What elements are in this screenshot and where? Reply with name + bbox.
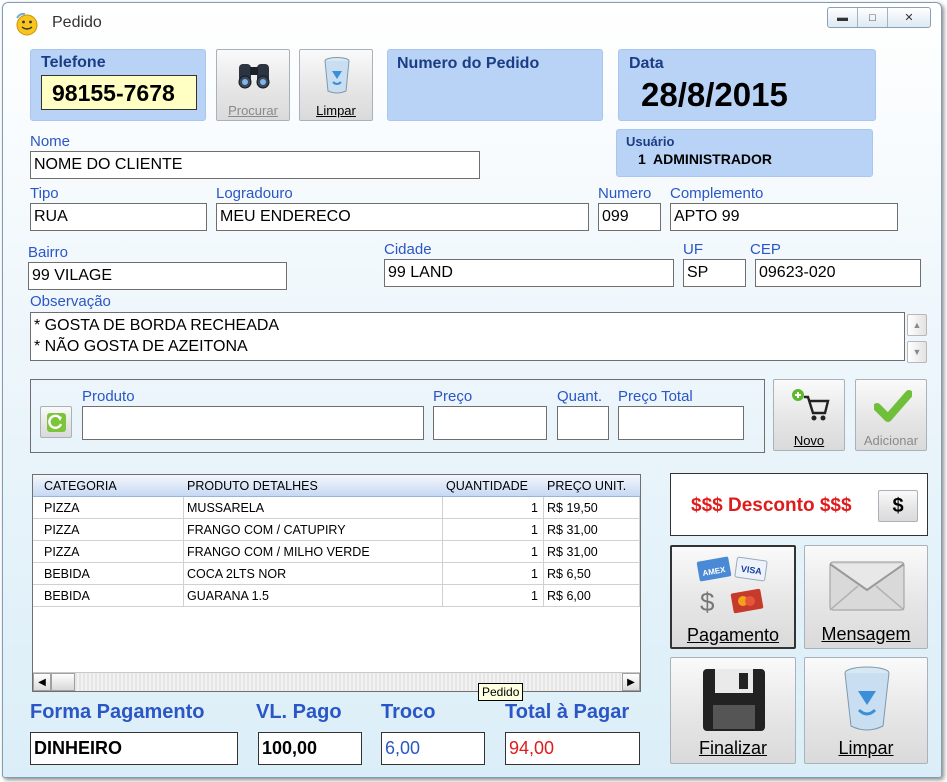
refresh-icon xyxy=(46,412,67,433)
svg-text:VISA: VISA xyxy=(740,563,763,577)
troco-label: Troco xyxy=(381,701,436,723)
preco-unit-cell: R$ 31,00 xyxy=(547,523,598,537)
cep-label: CEP xyxy=(750,241,781,258)
categoria-cell: PIZZA xyxy=(44,501,80,515)
telefone-input[interactable]: 98155-7678 xyxy=(41,75,197,110)
uf-input[interactable]: SP xyxy=(683,259,746,287)
envelope-icon xyxy=(828,560,906,612)
categoria-cell: PIZZA xyxy=(44,545,80,559)
quantidade-cell: 1 xyxy=(531,589,538,603)
desconto-panel xyxy=(670,473,928,536)
total-pagar-value: 94,00 xyxy=(505,732,640,765)
desconto-label: $$$ Desconto $$$ xyxy=(691,495,852,516)
novo-button[interactable] xyxy=(773,379,845,451)
preco-label: Preço xyxy=(433,388,473,405)
preco-unit-cell: R$ 6,00 xyxy=(547,589,591,603)
table-row[interactable] xyxy=(33,519,641,541)
tipo-input[interactable]: RUA xyxy=(30,203,207,231)
observacao-line: * GOSTA DE BORDA RECHEADA xyxy=(34,317,280,334)
svg-text:AMEX: AMEX xyxy=(701,565,727,578)
grid-column-separator xyxy=(442,497,443,607)
quant-input[interactable] xyxy=(557,406,609,440)
title-bar[interactable] xyxy=(3,3,941,43)
col-produto-detalhes[interactable]: PRODUTO DETALHES xyxy=(187,479,318,493)
shopping-cart-icon xyxy=(790,387,830,423)
desconto-button[interactable]: $ xyxy=(878,490,918,522)
preco-unit-cell: R$ 6,50 xyxy=(547,567,591,581)
categoria-cell: BEBIDA xyxy=(44,567,90,581)
quant-label: Quant. xyxy=(557,388,603,405)
scroll-left-button[interactable]: ◀ xyxy=(33,673,51,691)
data-label: Data xyxy=(629,55,664,72)
grid-horizontal-scrollbar[interactable] xyxy=(33,672,640,691)
tipo-label: Tipo xyxy=(30,185,59,202)
grid-header xyxy=(33,475,640,497)
minimize-button[interactable]: ▬ xyxy=(828,8,858,27)
col-quantidade[interactable]: QUANTIDADE xyxy=(446,479,528,493)
finalizar-label: Finalizar xyxy=(698,738,768,758)
pedido-window xyxy=(2,2,942,778)
preco-input[interactable] xyxy=(433,406,547,440)
procurar-button[interactable] xyxy=(216,49,290,121)
novo-label: Novo xyxy=(793,433,825,448)
adicionar-button[interactable] xyxy=(855,379,927,451)
binoculars-icon xyxy=(235,58,273,90)
pagamento-button[interactable] xyxy=(670,545,796,649)
payment-cards-icon xyxy=(696,555,770,617)
table-row[interactable] xyxy=(33,497,641,519)
limpar-label-bottom: Limpar xyxy=(838,738,894,758)
observacao-textarea[interactable] xyxy=(30,312,905,361)
data-value: 28/8/2015 xyxy=(641,76,788,113)
uf-label: UF xyxy=(683,241,703,258)
logradouro-input[interactable]: MEU ENDERECO xyxy=(216,203,589,231)
numero-pedido-label: Numero do Pedido xyxy=(397,55,540,72)
pedido-tooltip: Pedido xyxy=(478,683,523,701)
telefone-panel xyxy=(30,49,206,121)
produto-cell: MUSSARELA xyxy=(187,501,265,515)
recycle-bin-icon xyxy=(322,55,352,95)
checkmark-icon xyxy=(874,389,912,423)
grid-column-separator xyxy=(639,497,640,607)
produto-cell: FRANGO COM / CATUPIRY xyxy=(187,523,346,537)
logradouro-label: Logradouro xyxy=(216,185,293,202)
grid-column-separator xyxy=(543,497,544,607)
categoria-cell: PIZZA xyxy=(44,523,80,537)
limpar-pedido-button[interactable] xyxy=(804,657,928,764)
scroll-down-button[interactable]: ▼ xyxy=(907,341,927,363)
maximize-button[interactable]: □ xyxy=(858,8,888,27)
numero-pedido-panel xyxy=(387,49,603,121)
total-pagar-label: Total à Pagar xyxy=(505,701,630,723)
quantidade-cell: 1 xyxy=(531,523,538,537)
produto-cell: GUARANA 1.5 xyxy=(187,589,269,603)
cidade-label: Cidade xyxy=(384,241,432,258)
refresh-produto-button[interactable] xyxy=(40,406,72,438)
bairro-input[interactable]: 99 VILAGE xyxy=(28,262,287,290)
procurar-label: Procurar xyxy=(228,103,278,118)
categoria-cell: BEBIDA xyxy=(44,589,90,603)
cidade-input[interactable]: 99 LAND xyxy=(384,259,674,287)
svg-text:$: $ xyxy=(700,587,715,617)
col-preco-unit[interactable]: PREÇO UNIT. xyxy=(547,479,627,493)
grid-column-separator xyxy=(183,497,184,607)
preco-total-label: Preço Total xyxy=(618,388,693,405)
observacao-label: Observação xyxy=(30,293,111,310)
troco-value: 6,00 xyxy=(381,732,485,765)
vl-pago-label: VL. Pago xyxy=(256,701,342,723)
bairro-label: Bairro xyxy=(28,244,69,261)
produto-label: Produto xyxy=(82,388,135,405)
itens-pedido-grid[interactable] xyxy=(32,474,641,692)
scroll-thumb[interactable] xyxy=(51,673,75,691)
produto-input[interactable] xyxy=(82,406,424,440)
preco-total-input[interactable] xyxy=(618,406,744,440)
window-title: Pedido xyxy=(52,14,102,31)
floppy-disk-icon xyxy=(701,667,767,733)
adicionar-label: Adicionar xyxy=(863,433,919,448)
scroll-up-button[interactable]: ▲ xyxy=(907,314,927,336)
numero-label: Numero xyxy=(598,185,652,202)
table-row[interactable] xyxy=(33,541,641,563)
table-row[interactable] xyxy=(33,585,641,607)
quantidade-cell: 1 xyxy=(531,501,538,515)
produto-cell: COCA 2LTS NOR xyxy=(187,567,287,581)
preco-unit-cell: R$ 31,00 xyxy=(547,545,598,559)
window-controls xyxy=(827,7,931,28)
nome-label: Nome xyxy=(30,133,71,150)
forma-pagamento-input[interactable]: DINHEIRO xyxy=(30,732,238,765)
quantidade-cell: 1 xyxy=(531,567,538,581)
data-panel xyxy=(618,49,876,121)
pagamento-label: Pagamento xyxy=(686,625,780,645)
close-button[interactable]: ✕ xyxy=(904,12,914,24)
cep-input[interactable]: 09623-020 xyxy=(755,259,921,287)
nome-input[interactable]: NOME DO CLIENTE xyxy=(30,151,480,179)
numero-input[interactable]: 099 xyxy=(598,203,661,231)
recycle-bin-icon xyxy=(841,664,893,734)
vl-pago-input[interactable]: 100,00 xyxy=(258,732,362,765)
observacao-line: * NÃO GOSTA DE AZEITONA xyxy=(34,338,248,355)
complemento-input[interactable]: APTO 99 xyxy=(670,203,898,231)
quantidade-cell: 1 xyxy=(531,545,538,559)
preco-unit-cell: R$ 19,50 xyxy=(547,501,598,515)
forma-pagamento-label: Forma Pagamento xyxy=(30,701,205,723)
smiley-app-icon xyxy=(14,12,40,36)
usuario-label: Usuário xyxy=(626,134,675,149)
observacao-scrollbar[interactable] xyxy=(907,314,927,363)
limpar-label-top: Limpar xyxy=(316,103,356,118)
mensagem-label: Mensagem xyxy=(821,624,911,644)
usuario-value: 1 ADMINISTRADOR xyxy=(638,151,773,167)
complemento-label: Complemento xyxy=(670,185,764,202)
limpar-telefone-button[interactable] xyxy=(299,49,373,121)
col-categoria[interactable]: CATEGORIA xyxy=(44,479,117,493)
scroll-right-button[interactable]: ▶ xyxy=(622,673,640,691)
produto-cell: FRANGO COM / MILHO VERDE xyxy=(187,545,370,559)
telefone-label: Telefone xyxy=(41,54,106,71)
finalizar-button[interactable] xyxy=(670,657,796,764)
mensagem-button[interactable] xyxy=(804,545,928,649)
table-row[interactable] xyxy=(33,563,641,585)
usuario-panel xyxy=(616,129,873,177)
